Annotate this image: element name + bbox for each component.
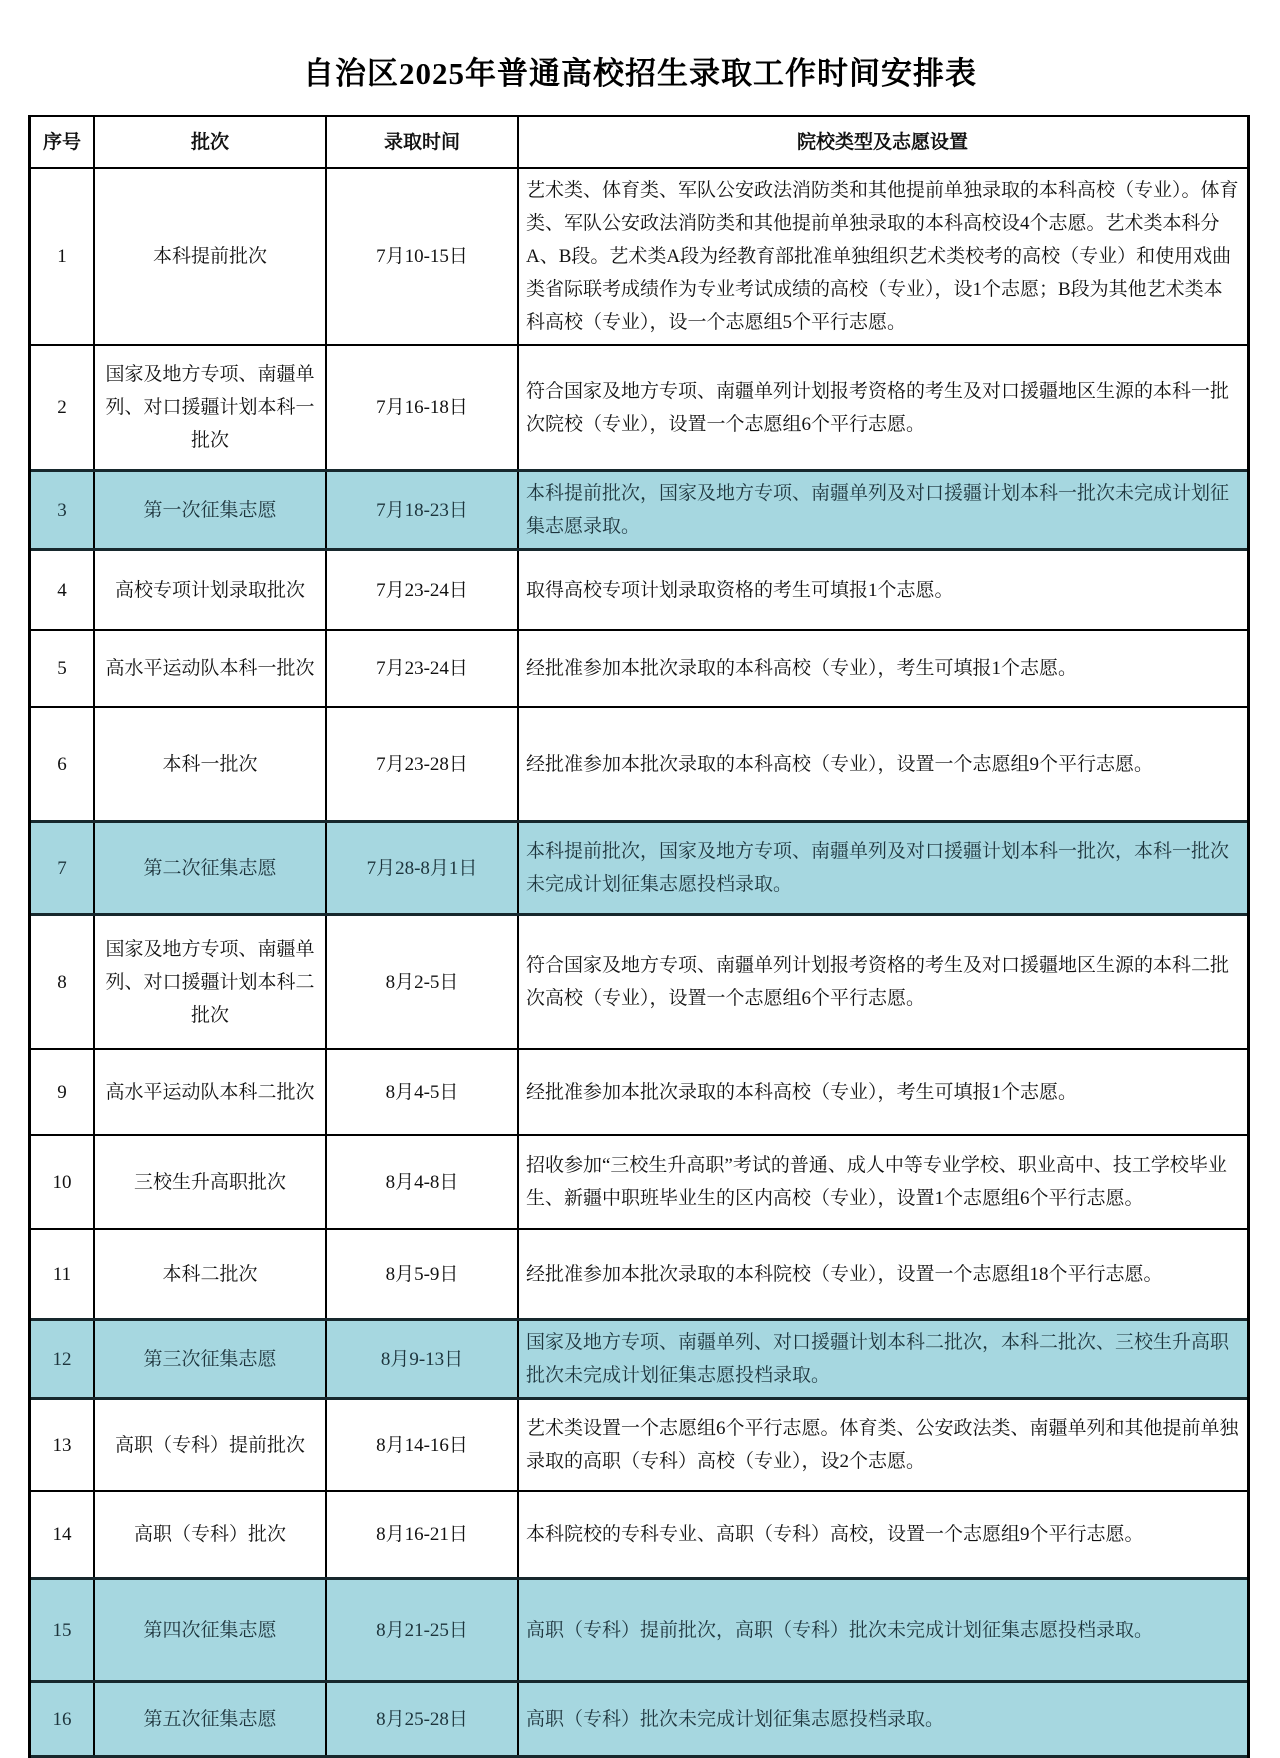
table-row: [31, 916, 1247, 1050]
row-number-cell: 10: [52, 1171, 72, 1193]
time-cell: 8月9-13日: [325, 1321, 517, 1397]
time-cell: 8月5-9日: [325, 1230, 517, 1318]
time-cell: 7月10-15日: [325, 169, 517, 344]
table-row: [31, 551, 1247, 631]
table-row: [31, 1136, 1247, 1230]
table-header-row: [31, 117, 1247, 169]
table-row: [31, 1318, 1247, 1400]
desc-cell: 本科院校的专科专业、高职（专科）高校，设置一个志愿组9个平行志愿。: [517, 1492, 1247, 1577]
desc-cell: 取得高校专项计划录取资格的考生可填报1个志愿。: [517, 551, 1247, 629]
row-number-cell: 7: [57, 857, 67, 879]
time-cell: 8月16-21日: [325, 1492, 517, 1577]
header-cell-desc: 院校类型及志愿设置: [517, 117, 1247, 167]
time-cell: 7月18-23日: [325, 472, 517, 548]
row-number-cell: 8: [57, 971, 67, 993]
batch-cell: 第四次征集志愿: [93, 1580, 325, 1680]
time-cell: 8月14-16日: [325, 1400, 517, 1490]
batch-cell: 国家及地方专项、南疆单列、对口援疆计划本科一批次: [93, 346, 325, 469]
row-number-cell: 13: [52, 1434, 72, 1456]
row-number-cell: 4: [57, 579, 67, 601]
page-title: 自治区2025年普通高校招生录取工作时间安排表: [303, 56, 977, 91]
batch-cell: 高职（专科）提前批次: [93, 1400, 325, 1490]
batch-cell: 三校生升高职批次: [93, 1136, 325, 1228]
desc-cell: 高职（专科）批次未完成计划征集志愿投档录取。: [517, 1683, 1247, 1755]
table-row: [31, 1683, 1247, 1758]
batch-cell: 国家及地方专项、南疆单列、对口援疆计划本科二批次: [93, 916, 325, 1048]
header-cell-batch: 批次: [93, 117, 325, 167]
table-row: [31, 1577, 1247, 1683]
batch-cell: 第二次征集志愿: [93, 823, 325, 913]
batch-cell: 高校专项计划录取批次: [93, 551, 325, 629]
table-row: [31, 1492, 1247, 1577]
time-cell: 7月23-24日: [325, 631, 517, 706]
row-number-cell: 2: [57, 397, 67, 418]
time-cell: 8月4-8日: [325, 1136, 517, 1228]
time-cell: 7月23-24日: [325, 551, 517, 629]
row-number-cell: 1: [57, 246, 67, 267]
time-cell: 8月25-28日: [325, 1683, 517, 1755]
time-cell: 8月21-25日: [325, 1580, 517, 1680]
desc-cell: 艺术类、体育类、军队公安政法消防类和其他提前单独录取的本科高校（专业）。体育类、军队公安政法消防类和其他提前单独录取的本科高校设4个志愿。艺术类本科分A、B段。艺术类A段为经教育部批准单独组织艺术类校考的高校（专业）和使用戏曲类省际联考成绩作为专业考试成绩的高校（专业），设1个志愿；B段为其他艺术类本科高校（专业），设一个志愿组5个平行志愿。: [517, 169, 1247, 344]
batch-cell: 第一次征集志愿: [93, 472, 325, 548]
desc-cell: 招收参加“三校生升高职”考试的普通、成人中等专业学校、职业高中、技工学校毕业生、新疆中职班毕业生的区内高校（专业），设置1个志愿组6个平行志愿。: [517, 1136, 1247, 1228]
time-cell: 7月16-18日: [325, 346, 517, 469]
table-row: [31, 708, 1247, 820]
time-cell: 7月23-28日: [325, 708, 517, 820]
time-cell: 7月28-8月1日: [325, 823, 517, 913]
desc-cell: 经批准参加本批次录取的本科院校（专业），设置一个志愿组18个平行志愿。: [517, 1230, 1247, 1318]
batch-cell: 本科一批次: [93, 708, 325, 820]
desc-cell: 艺术类设置一个志愿组6个平行志愿。体育类、公安政法类、南疆单列和其他提前单独录取的高职（专科）高校（专业），设2个志愿。: [517, 1400, 1247, 1490]
desc-cell: 符合国家及地方专项、南疆单列计划报考资格的考生及对口援疆地区生源的本科一批次院校（专业），设置一个志愿组6个平行志愿。: [517, 346, 1247, 469]
desc-cell: 经批准参加本批次录取的本科高校（专业），设置一个志愿组9个平行志愿。: [517, 708, 1247, 820]
batch-cell: 本科二批次: [93, 1230, 325, 1318]
desc-cell: 经批准参加本批次录取的本科高校（专业），考生可填报1个志愿。: [517, 1050, 1247, 1134]
time-cell: 8月4-5日: [325, 1050, 517, 1134]
header-cell-number: 序号: [42, 131, 81, 153]
desc-cell: 高职（专科）提前批次，高职（专科）批次未完成计划征集志愿投档录取。: [517, 1580, 1247, 1680]
table-row: [31, 169, 1247, 346]
table-row: [31, 346, 1247, 469]
row-number-cell: 6: [57, 753, 67, 775]
row-number-cell: 15: [52, 1619, 72, 1641]
row-number-cell: 3: [57, 499, 67, 521]
desc-cell: 国家及地方专项、南疆单列、对口援疆计划本科二批次，本科二批次、三校生升高职批次未完成计划征集志愿投档录取。: [517, 1321, 1247, 1397]
row-number-cell: 9: [57, 1081, 67, 1103]
row-number-cell: 11: [52, 1263, 72, 1285]
table-row: [31, 1230, 1247, 1318]
batch-cell: 第五次征集志愿: [93, 1683, 325, 1755]
schedule-table: [28, 115, 1250, 1758]
desc-cell: 本科提前批次，国家及地方专项、南疆单列及对口援疆计划本科一批次未完成计划征集志愿录取。: [517, 472, 1247, 548]
batch-cell: 本科提前批次: [93, 169, 325, 344]
batch-cell: 高水平运动队本科一批次: [93, 631, 325, 706]
table-row: [31, 1400, 1247, 1492]
row-number-cell: 16: [52, 1708, 72, 1730]
row-number-cell: 5: [57, 658, 67, 679]
batch-cell: 第三次征集志愿: [93, 1321, 325, 1397]
table-row: [31, 469, 1247, 551]
desc-cell: 经批准参加本批次录取的本科高校（专业），考生可填报1个志愿。: [517, 631, 1247, 706]
batch-cell: 高水平运动队本科二批次: [93, 1050, 325, 1134]
time-cell: 8月2-5日: [325, 916, 517, 1048]
table-row: [31, 631, 1247, 708]
desc-cell: 符合国家及地方专项、南疆单列计划报考资格的考生及对口援疆地区生源的本科二批次高校（专业），设置一个志愿组6个平行志愿。: [517, 916, 1247, 1048]
batch-cell: 高职（专科）批次: [93, 1492, 325, 1577]
header-cell-time: 录取时间: [325, 117, 517, 167]
row-number-cell: 14: [52, 1524, 72, 1545]
table-row: [31, 1050, 1247, 1136]
table-row: [31, 820, 1247, 916]
row-number-cell: 12: [52, 1348, 72, 1370]
desc-cell: 本科提前批次，国家及地方专项、南疆单列及对口援疆计划本科一批次，本科一批次未完成计划征集志愿投档录取。: [517, 823, 1247, 913]
